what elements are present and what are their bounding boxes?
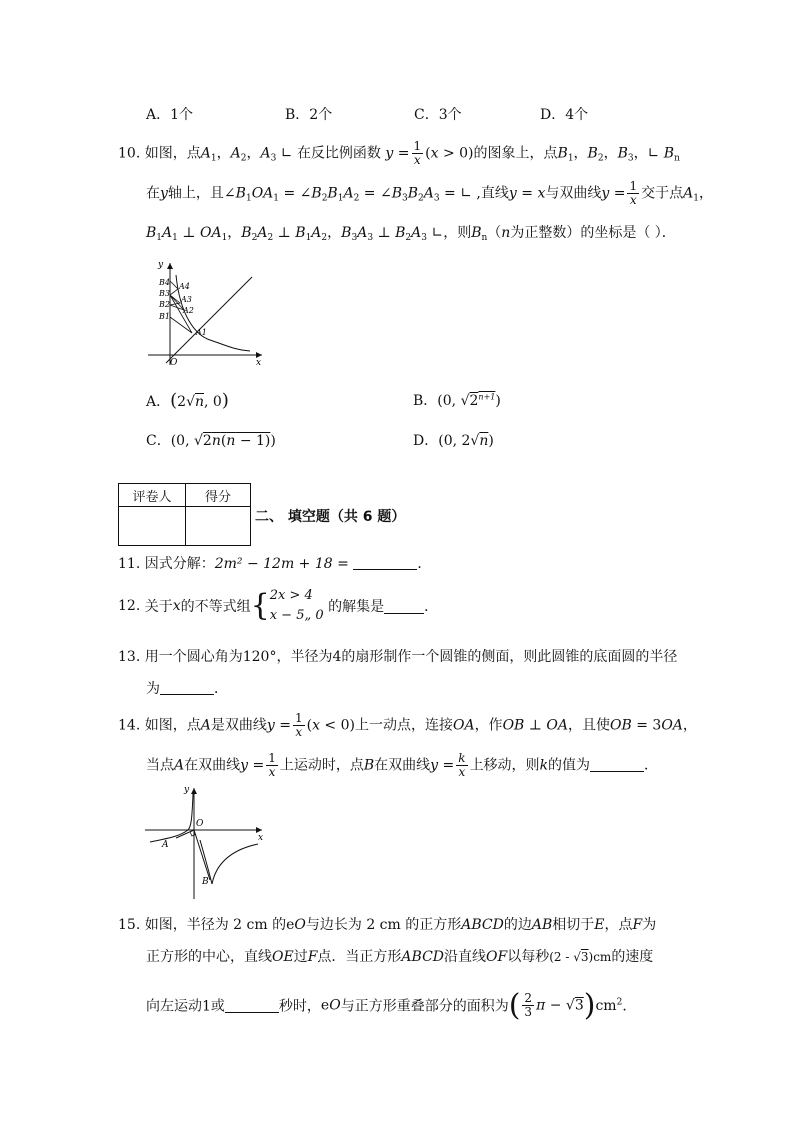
y-axis-arrow-icon [191,788,197,794]
y-axis-arrow-icon [167,263,173,269]
q10-number: 10. [118,145,141,162]
q14-answer-blank[interactable] [590,757,644,772]
q9-option-a: A．1个 [146,107,194,123]
fig14-label-x: x [258,833,264,843]
q10-option-a: A．(2√n, 0) [146,390,229,411]
q15-line-1: 15. 如图，半径为 2 cm 的eO与边长为 2 cm 的正方形ABCD的边AB相切于E，点F为 [118,917,657,933]
fig10-label-b1: B1 [159,312,170,321]
score-table [118,483,251,546]
fig10-label-b4: B4 [159,278,170,287]
q10-option-b: B．(0, $√2^{n+1}$) [413,392,501,409]
q15-answer-blank[interactable] [225,998,279,1013]
fig10-label-y: y [158,260,164,270]
q10-line-3: $B_1A_1$ ⊥ $OA_1$，$B_2A_2$ ⊥ $B_1A_2$，$B_3A_3$ ⊥ $B_2A_3$ ∟，则$B_n(n$为正整数）的坐标是（ ）． [146,225,676,243]
q10-option-d: D．(0, 2√n) [413,433,494,449]
score-table-reviewer-cell [119,507,186,546]
fig10-label-a3: A3 [181,295,192,304]
fig10-label-a2: A2 [183,306,194,315]
fig10-label-b3: B3 [159,289,170,298]
q14-line-2: 当点A在双曲线y = $\frac{1}{x}$ 上运动时，点B在双曲线y = $\frac{k}{x}$ 上移动，则k的值为 ． [146,751,659,779]
q10-figure [140,255,270,370]
q15-line-3: 向左运动1或 秒时，eO与正方形重叠部分的面积为( $\frac{2}{3}$ $\pi - √3)cm^2$． [146,988,637,1023]
q11: 11. 因式分解：2m² − 12m + 18 = ． [118,556,432,572]
fig14-label-o: O [196,819,204,829]
score-table-score-cell [186,507,251,546]
fig14-label-a: A [162,840,169,850]
q13-answer-blank[interactable] [160,680,214,695]
fig10-label-b2: B2 [159,300,170,309]
q10-line-2: 在y轴上，且$\angle B_1OA_1$ = $\angle B_2B_1A_2$ = $\angle B_3B_2A_3$ = ∟ ,直线y = x与双曲线y = $\frac{1}{x}$ 交于点$A_1$， [146,179,713,207]
q14-line-1: 14. 如图，点A是双曲线y = $\frac{1}{x}$ (x < 0)上一动点，连接OA，作OB ⊥ OA，且使OB = 3OA， [118,711,697,739]
fig14-label-b: B [202,877,209,887]
segment-ob [194,830,210,880]
q9-option-c: C．3个 [414,107,462,123]
q9-option-b: B．2个 [285,107,333,123]
section-2-title: 二、 填空题（共 6 题） [255,509,406,525]
hyperbola-left-branch [150,794,193,842]
q13-line-2: 为 ． [146,681,228,697]
fig10-label-a4: A4 [179,282,190,291]
q10-line-1: 10. 如图，点$A_1$，$A_2$，$A_3$ ∟ 在反比例函数 y = $\frac{1}{x}$ (x > 0)的图象上，点$B_1$，$B_2$，$B_3$，∟ $B_n$ [118,139,680,167]
q11-answer-blank[interactable] [353,555,417,570]
q12: 12. 关于x的不等式组{ 2x > 4 x − 5„ 0 的解集是 ． [118,588,439,623]
q12-answer-blank[interactable] [384,599,424,614]
score-table-reviewer-header: 评卷人 [119,484,186,507]
score-table-score-header: 得分 [186,484,251,507]
fig14-label-y: y [184,785,190,795]
q14-figure [140,784,270,904]
fig10-label-a1: A1 [196,328,207,337]
q13-line-1: 13. 用一个圆心角为120°，半径为4的扇形制作一个圆锥的侧面，则此圆锥的底面圆的半径 [118,649,678,665]
q10-option-c: C．(0, √2n(n − 1)) [146,433,276,449]
q9-option-d: D．4个 [540,107,589,123]
q15-line-2: 正方形的中心，直线OE过F点．当正方形ABCD沿直线OF以每秒(2 - √3)cm的速度 [146,949,654,965]
fig10-label-o: O [170,358,178,368]
fig10-label-x: x [256,358,262,368]
